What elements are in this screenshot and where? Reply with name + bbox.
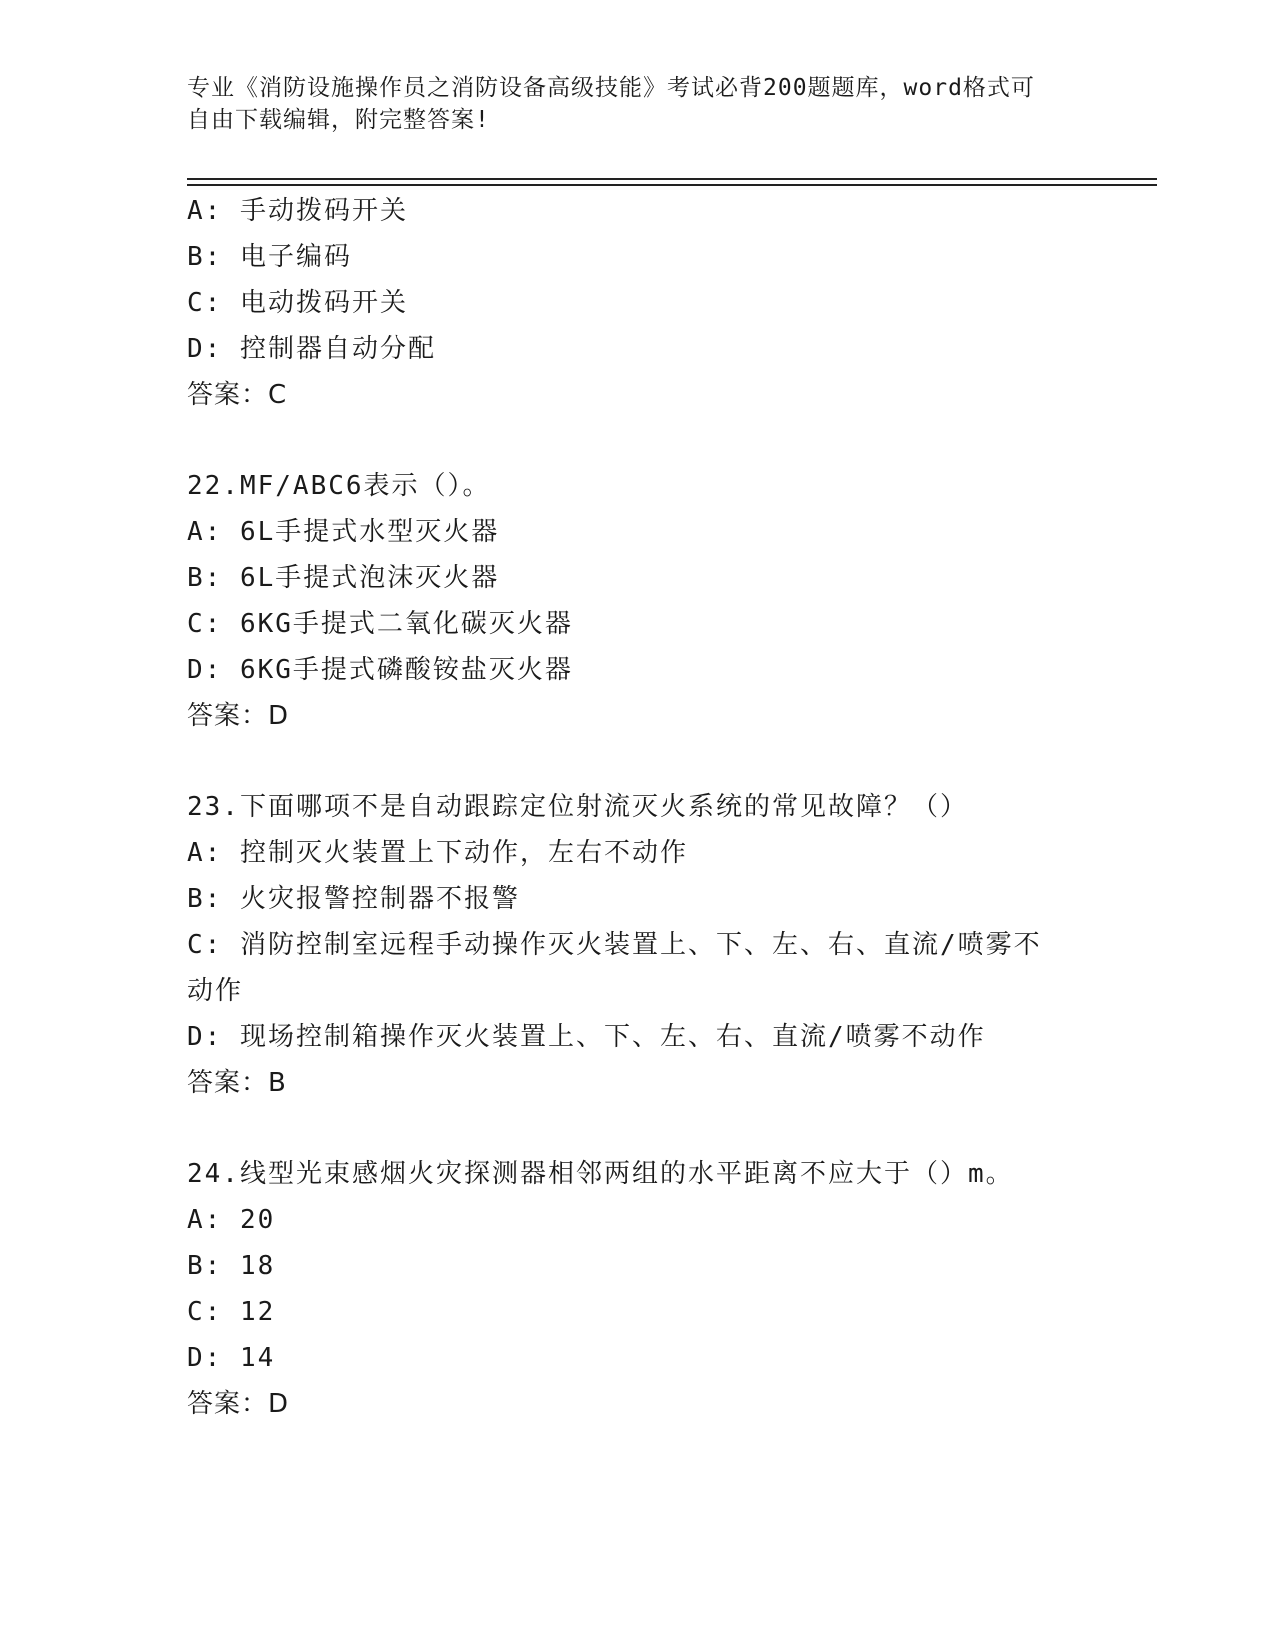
option-c: C: 消防控制室远程手动操作灭火装置上、下、左、右、直流/喷雾不动作	[187, 930, 1042, 1006]
option-b: B: 6L手提式泡沫灭火器	[187, 563, 500, 593]
answer: 答案：C	[187, 380, 288, 410]
option-a: A: 控制灭火装置上下动作，左右不动作	[187, 838, 688, 868]
option-d: D: 控制器自动分配	[187, 334, 436, 364]
option-a: A: 20	[187, 1205, 276, 1235]
option-a: A: 手动拨码开关	[187, 196, 408, 226]
answer: 答案：B	[187, 1068, 287, 1098]
document-header	[187, 72, 1067, 136]
spacer	[187, 418, 1067, 463]
option-d: D: 现场控制箱操作灭火装置上、下、左、右、直流/喷雾不动作	[187, 1022, 986, 1052]
question-text: 24.线型光束感烟火灾探测器相邻两组的水平距离不应大于（）m。	[187, 1159, 1014, 1189]
option-d: D: 14	[187, 1343, 276, 1373]
option-b: B: 18	[187, 1251, 276, 1281]
header-rule-top	[187, 178, 1157, 180]
option-a: A: 6L手提式水型灭火器	[187, 517, 500, 547]
header-line-2: 自由下载编辑，附完整答案!	[187, 107, 490, 133]
question-text: 22.MF/ABC6表示（）。	[187, 471, 491, 501]
question-22	[187, 463, 1067, 739]
question-24	[187, 1151, 1067, 1427]
option-c: C: 6KG手提式二氧化碳灭火器	[187, 609, 573, 639]
spacer	[187, 1106, 1067, 1151]
option-c: C: 电动拨码开关	[187, 288, 408, 318]
answer: 答案：D	[187, 701, 290, 731]
question-list	[187, 188, 1067, 1427]
question-21	[187, 188, 1067, 418]
option-b: B: 电子编码	[187, 242, 352, 272]
header-rule-bottom	[187, 184, 1157, 186]
header-line-1: 专业《消防设施操作员之消防设备高级技能》考试必背200题题库，word格式可	[187, 75, 1035, 101]
answer: 答案：D	[187, 1389, 290, 1419]
option-b: B: 火灾报警控制器不报警	[187, 884, 520, 914]
option-c: C: 12	[187, 1297, 276, 1327]
option-d: D: 6KG手提式磷酸铵盐灭火器	[187, 655, 573, 685]
question-23	[187, 784, 1067, 1106]
spacer	[187, 739, 1067, 784]
question-text: 23.下面哪项不是自动跟踪定位射流灭火系统的常见故障？（）	[187, 792, 968, 822]
